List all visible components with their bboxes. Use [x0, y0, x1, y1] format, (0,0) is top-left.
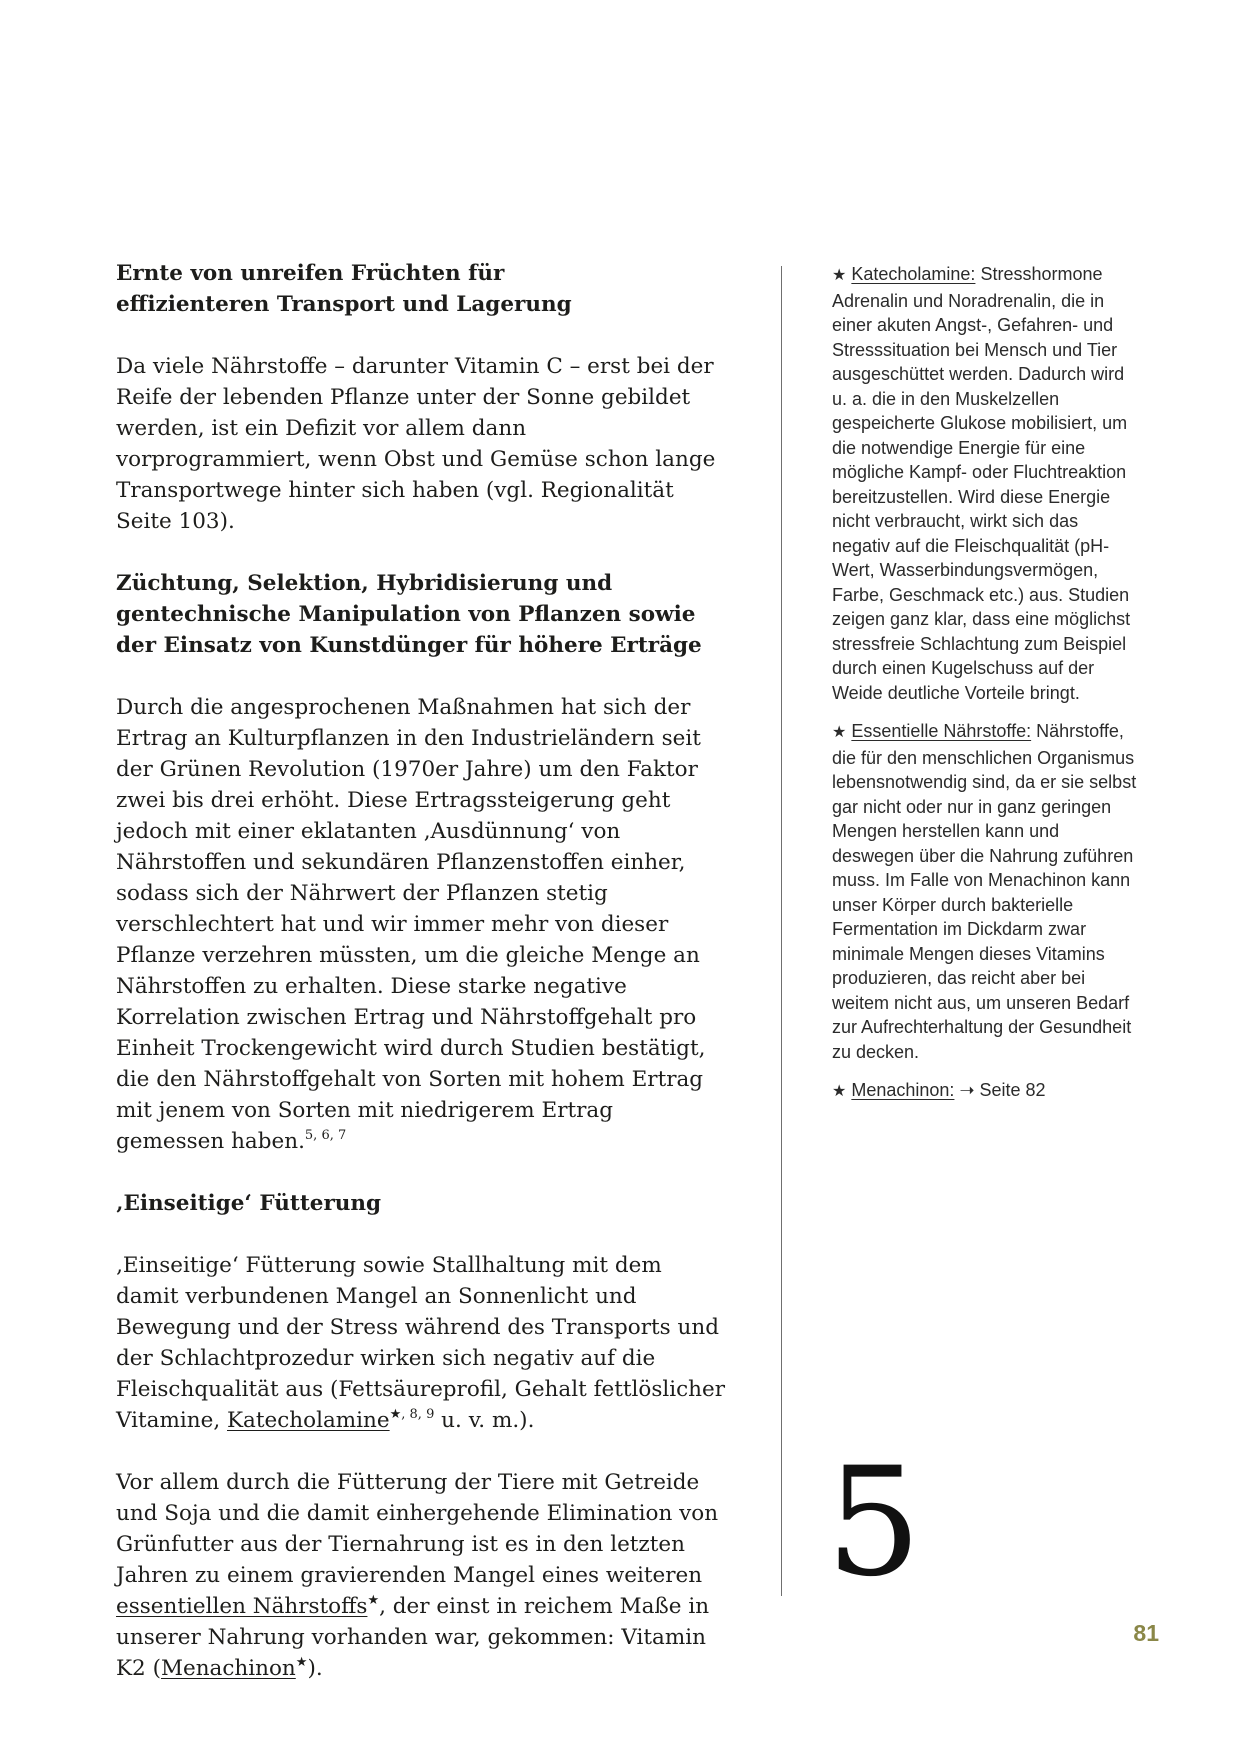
paragraph-text: Durch die angesprochenen Maßnahmen hat sich der Ertrag an Kulturpflanzen in den Industrieländern seit der Grünen Revolution (1970er Jahre) um den Faktor zwei bis drei erhöht. Diese Ertragssteigerung geht jedoch mit einer eklatanten ‚Ausdünnung‘ von Nährstoffen und sekundären Pflanzenstoffen einher, sodass sich der Nährwert der Pflanzen stetig verschlechtert hat und wir immer mehr von dieser Pflanze verzehren müssten, um die gleiche Menge an Nährstoffen zu erhalten. Diese starke negative Korrelation zwischen Ertrag und Nährstoffgehalt pro Einheit Trockengewicht wird durch Studien bestätigt, die den Nährstoffgehalt von Sorten mit hohem Ertrag mit jenem von Sorten mit niedrigerem Ertrag gemessen haben.	[116, 695, 706, 1154]
paragraph-text: u. v. m.).	[434, 1408, 535, 1433]
main-column	[116, 258, 726, 1715]
heading-zuechtung	[116, 568, 726, 661]
heading-line: Ernte von unreifen Früchten für	[116, 261, 505, 286]
chapter-number: 5	[826, 1436, 922, 1610]
paragraph-vitamin-k2	[116, 1467, 726, 1684]
glossary-crossref[interactable]: ➝ Seite 82	[954, 1080, 1046, 1100]
footnote-ref: 5, 6, 7	[304, 1128, 347, 1143]
heading-einseitige-fuetterung: ‚Einseitige‘ Fütterung	[116, 1191, 382, 1216]
glossary-definition: Nährstoffe, die für den menschlichen Organismus lebensnotwendig sind, da er sie selbst gar nicht oder nur in ganz geringen Mengen herstellen kann und deswegen über die Nahrung zuführen muss. Im Falle von Menachinon kann unser Körper durch bakterielle Fermentation im Dickdarm zwar minimale Mengen dieses Vitamins produzieren, das reicht aber bei weitem nicht aus, um unseren Bedarf zur Aufrechterhaltung der Gesundheit zu decken.	[832, 721, 1137, 1062]
sidebar-glossary	[832, 262, 1137, 1119]
page-number: 81	[1133, 1620, 1159, 1646]
link-menachinon[interactable]: Menachinon	[160, 1656, 296, 1681]
star-icon: ★	[832, 724, 847, 741]
link-katecholamine[interactable]: Katecholamine	[227, 1408, 390, 1433]
paragraph-text: , der einst in reichem Maße in unserer Nahrung vorhanden war, gekommen: Vitamin K2 (	[116, 1594, 710, 1681]
star-icon: ★	[832, 1083, 847, 1100]
glossary-note-katecholamine	[832, 262, 1137, 705]
glossary-definition: Stresshormone Adrenalin und Noradrenalin, die in einer akuten Angst-, Gefahren- und Stresssituation bei Mensch und Tier ausgeschüttet werden. Dadurch wird u. a. die in den Muskelzellen gespeicherte Glukose mobilisiert, um die notwendige Energie für eine mögliche Kampf- oder Fluchtreaktion bereitzustellen. Wird diese Energie nicht verbraucht, wirkt sich das negativ auf die Fleischqualität (pH-Wert, Wasserbindungsvermögen, Farbe, Geschmack etc.) aus. Studien zeigen ganz klar, dass eine möglichst stressfreie Schlachtung zum Beispiel durch einen Kugelschuss auf der Weide deutliche Vorteile bringt.	[832, 264, 1131, 703]
glossary-note-essentielle-naehrstoffe	[832, 719, 1137, 1064]
glossary-note-menachinon	[832, 1078, 1137, 1105]
paragraph-text: ‚Einseitige‘ Fütterung sowie Stallhaltung mit dem damit verbundenen Mangel an Sonnenlicht und Bewegung und der Stress während des Transports und der Schlachtprozedur wirken sich negativ auf die Fleischqualität aus (Fettsäureprofil, Gehalt fettlöslicher Vitamine,	[116, 1253, 726, 1433]
glossary-term: Menachinon:	[851, 1080, 955, 1100]
glossary-term: Essentielle Nährstoffe:	[851, 721, 1032, 741]
column-divider	[781, 266, 782, 1596]
paragraph-ertrag	[116, 692, 726, 1157]
heading-unreife-fruechte	[116, 258, 726, 320]
heading-line: effizienteren Transport und Lagerung	[116, 292, 572, 317]
star-ref: ★	[295, 1655, 308, 1670]
star-ref: ★	[367, 1593, 380, 1608]
paragraph-text: ).	[307, 1656, 323, 1681]
link-essentielle-naehrstoffe[interactable]: essentiellen Nährstoffs	[116, 1594, 368, 1619]
paragraph-naehrstoffe: Da viele Nährstoffe – darunter Vitamin C – erst bei der Reife der lebenden Pflanze unter der Sonne gebildet werden, ist ein Defizit vor allem dann vorprogrammiert, wenn Obst und Gemüse schon lange Transportwege hinter sich haben (vgl. Regionalität Seite 103).	[116, 354, 716, 534]
heading-line: der Einsatz von Kunstdünger für höhere Erträge	[116, 633, 702, 658]
star-icon: ★	[832, 267, 847, 284]
heading-line: Züchtung, Selektion, Hybridisierung und	[116, 571, 613, 596]
glossary-term: Katecholamine:	[851, 264, 976, 284]
paragraph-stallhaltung	[116, 1250, 726, 1436]
footnote-ref: ★, 8, 9	[389, 1407, 435, 1422]
paragraph-text: Vor allem durch die Fütterung der Tiere mit Getreide und Soja und die damit einhergehende Elimination von Grünfutter aus der Tiernahrung ist es in den letzten Jahren zu einem gravierenden Mangel eines weiteren	[116, 1470, 719, 1588]
heading-line: gentechnische Manipulation von Pflanzen sowie	[116, 602, 696, 627]
